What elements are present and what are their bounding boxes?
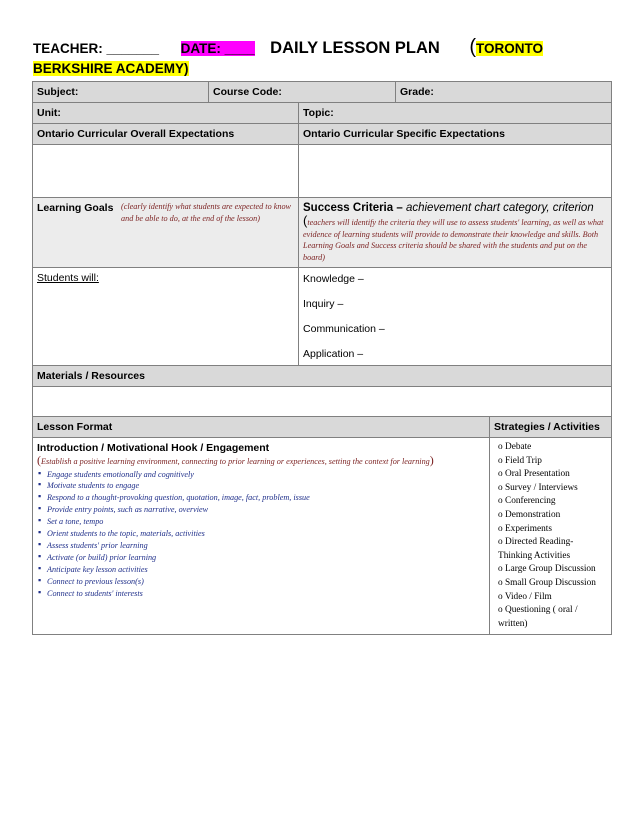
list-item: o Debate [498,442,532,452]
list-item: ▪ Orient students to the topic, materials, activities [47,528,485,540]
introduction-cell [33,438,490,635]
success-criteria-subtitle: achievement chart category, criterion [405,202,594,214]
list-item: o Questioning ( oral / written) [498,605,578,629]
teacher-field: TEACHER: _______ [33,41,160,56]
document-header [33,37,613,79]
list-item: ▪ Motivate students to engage [47,480,485,492]
list-item: o Field Trip [498,455,542,466]
communication-label: Communication – [303,323,385,335]
school-name-part2: BERKSHIRE ACADEMY) [33,61,189,76]
success-criteria-cell [299,198,612,268]
lesson-plan-table [32,81,612,635]
unit-label: Unit: [33,103,299,124]
application-label: Application – [303,348,364,360]
grade-label: Grade: [396,82,612,103]
list-item: ▪ Set a tone, tempo [47,516,485,528]
date-field: DATE: ____ [180,41,255,56]
success-criteria-title: Success Criteria – [303,202,406,214]
list-item: ▪ Anticipate key lesson activities [47,564,485,576]
subject-label: Subject: [33,82,209,103]
list-item: o Oral Presentation [498,469,570,480]
students-will-cell [33,268,299,366]
strategies-list [494,441,607,631]
list-item: o Directed Reading-Thinking Activities [498,537,574,561]
introduction-note-close: ) [429,453,434,467]
strategies-label: Strategies / Activities [490,417,612,438]
introduction-note-open: ( [37,453,41,467]
success-criteria-paren: ( [303,213,308,228]
introduction-bullets [37,469,485,600]
list-item: ▪ Connect to students' interests [47,588,485,600]
specific-expectations-label: Ontario Curricular Specific Expectations [299,124,612,145]
success-criteria-note: teachers will identify the criteria they will use to assess students' learning, as well as what evidence of learning students will provide to demonstrate their knowledge and skills. Both Learning Goals and Success criteria should be shared with the students and put on the board) [303,218,604,262]
materials-label: Materials / Resources [33,366,612,387]
overall-expectations-cell [33,145,299,198]
list-item: o Video / Film [498,591,552,602]
list-item: o Large Group Discussion [498,564,596,575]
list-item: ▪ Engage students emotionally and cognitively [47,469,485,481]
school-name-part1: TORONTO [475,41,543,56]
list-item: o Small Group Discussion [498,577,596,588]
list-item: ▪ Assess students' prior learning [47,540,485,552]
knowledge-label: Knowledge – [303,273,364,285]
introduction-title: Introduction / Motivational Hook / Engagement [37,442,270,454]
learning-goals-note: (clearly identify what students are expected to know and be able to do, at the end of the lesson) [121,202,291,223]
plan-title: DAILY LESSON PLAN [270,39,440,57]
list-item: o Survey / Interviews [498,482,578,493]
list-item: o Demonstration [498,509,561,520]
students-will-label: Students will: [37,272,99,284]
achievement-categories-cell [299,268,612,366]
list-item: ▪ Activate (or build) prior learning [47,552,485,564]
list-item: o Experiments [498,523,552,534]
list-item: ▪ Respond to a thought-provoking question, quotation, image, fact, problem, issue [47,492,485,504]
introduction-note: Establish a positive learning environment, connecting to prior learning or experiences, setting the context for learning [41,457,430,466]
list-item: ▪ Connect to previous lesson(s) [47,576,485,588]
learning-goals-cell [33,198,299,268]
course-code-label: Course Code: [209,82,396,103]
materials-cell [33,387,612,417]
overall-expectations-label: Ontario Curricular Overall Expectations [33,124,299,145]
learning-goals-label: Learning Goals [37,202,114,214]
list-item: o Conferencing [498,496,556,507]
open-paren: ( [469,36,476,58]
inquiry-label: Inquiry – [303,298,344,310]
topic-label: Topic: [299,103,612,124]
strategies-cell [490,438,612,635]
list-item: ▪ Provide entry points, such as narrative, overview [47,504,485,516]
lesson-format-label: Lesson Format [33,417,490,438]
specific-expectations-cell [299,145,612,198]
